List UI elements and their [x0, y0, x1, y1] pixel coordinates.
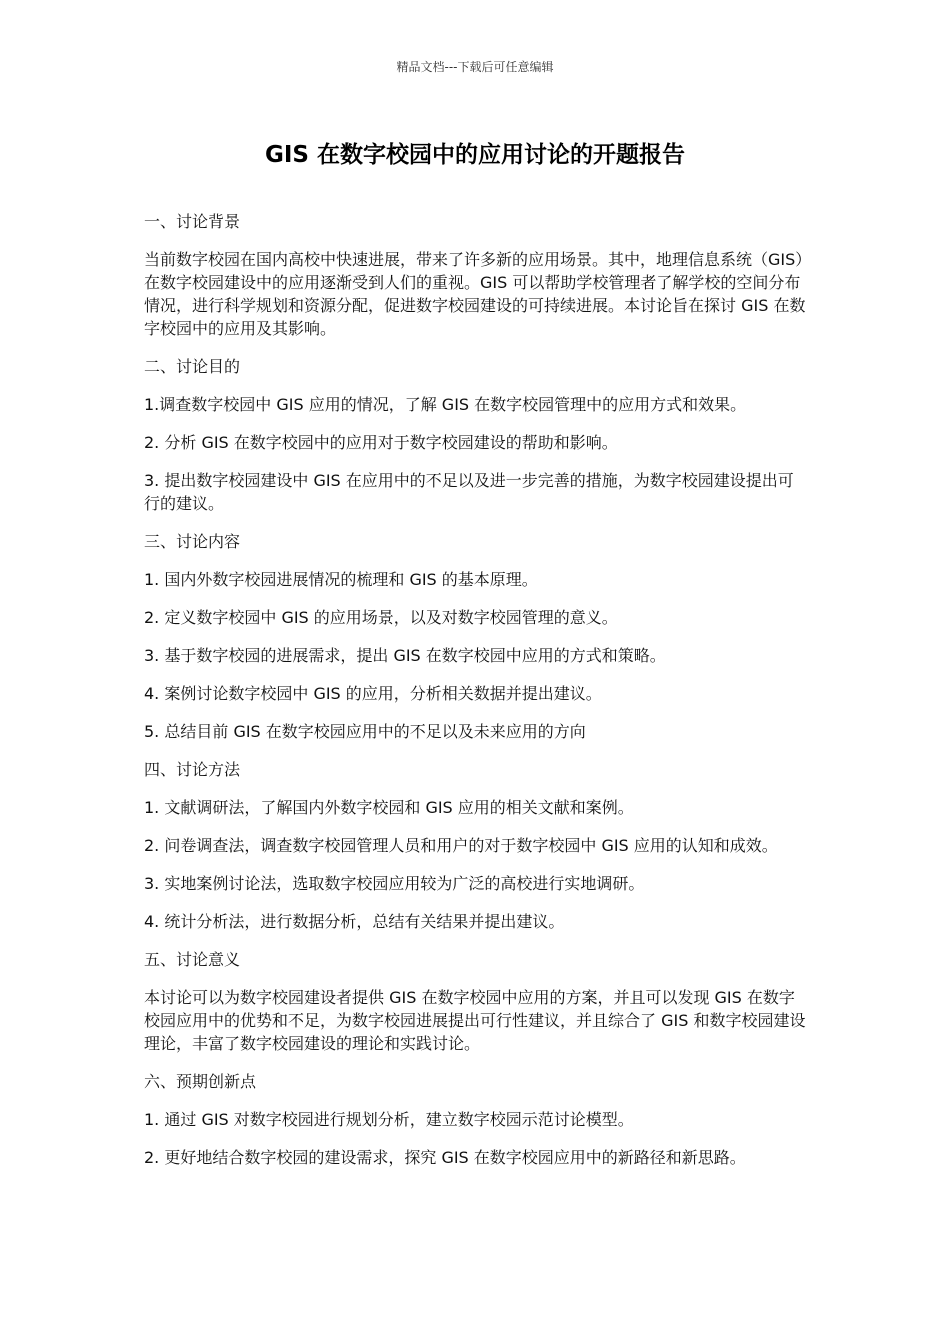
document-body: [144, 210, 808, 1184]
content-item: 1. 国内外数字校园进展情况的梳理和 GIS 的基本原理。: [144, 570, 538, 589]
method-item: 3. 实地案例讨论法，选取数字校园应用较为广泛的高校进行实地调研。: [144, 874, 645, 893]
background-paragraph: 当前数字校园在国内高校中快速进展，带来了许多新的应用场景。其中，地理信息系统（GIS）在数字校园建设中的应用逐渐受到人们的重视。GIS 可以帮助学校管理者了解学校的空间分布情况，进行科学规划和资源分配，促进数字校园建设的可持续进展。本讨论旨在探讨 GIS 在数字校园中的应用及其影响。: [144, 250, 806, 338]
innovation-item: 1. 通过 GIS 对数字校园进行规划分析，建立数字校园示范讨论模型。: [144, 1110, 634, 1129]
innovation-item: 2. 更好地结合数字校园的建设需求，探究 GIS 在数字校园应用中的新路径和新思路。: [144, 1148, 746, 1167]
section-heading-significance: 五、讨论意义: [144, 950, 241, 969]
content-item: 2. 定义数字校园中 GIS 的应用场景，以及对数字校园管理的意义。: [144, 608, 618, 627]
page-header: 精品文档---下载后可任意编辑: [396, 60, 554, 74]
section-heading-innovation: 六、预期创新点: [144, 1072, 257, 1091]
section-heading-purpose: 二、讨论目的: [144, 357, 241, 376]
content-item: 4. 案例讨论数字校园中 GIS 的应用，分析相关数据并提出建议。: [144, 684, 602, 703]
purpose-item: 2. 分析 GIS 在数字校园中的应用对于数字校园建设的帮助和影响。: [144, 433, 618, 452]
section-heading-method: 四、讨论方法: [144, 760, 241, 779]
content-item: 5. 总结目前 GIS 在数字校园应用中的不足以及未来应用的方向: [144, 722, 586, 741]
method-item: 4. 统计分析法，进行数据分析，总结有关结果并提出建议。: [144, 912, 565, 931]
method-item: 2. 问卷调查法，调查数字校园管理人员和用户的对于数字校园中 GIS 应用的认知和成效。: [144, 836, 778, 855]
content-item: 3. 基于数字校园的进展需求，提出 GIS 在数字校园中应用的方式和策略。: [144, 646, 666, 665]
method-item: 1. 文献调研法，了解国内外数字校园和 GIS 应用的相关文献和案例。: [144, 798, 634, 817]
section-heading-content: 三、讨论内容: [144, 532, 241, 551]
document-title: GIS 在数字校园中的应用讨论的开题报告: [264, 142, 685, 168]
section-heading-background: 一、讨论背景: [144, 212, 241, 231]
purpose-item: 3. 提出数字校园建设中 GIS 在应用中的不足以及进一步完善的措施，为数字校园建设提出可行的建议。: [144, 471, 794, 513]
purpose-item: 1.调查数字校园中 GIS 应用的情况，了解 GIS 在数字校园管理中的应用方式和效果。: [144, 395, 747, 414]
significance-paragraph: 本讨论可以为数字校园建设者提供 GIS 在数字校园中应用的方案，并且可以发现 GIS 在数字校园应用中的优势和不足，为数字校园进展提出可行性建议，并且综合了 GIS 和数字校园建设理论，丰富了数字校园建设的理论和实践讨论。: [144, 988, 806, 1053]
